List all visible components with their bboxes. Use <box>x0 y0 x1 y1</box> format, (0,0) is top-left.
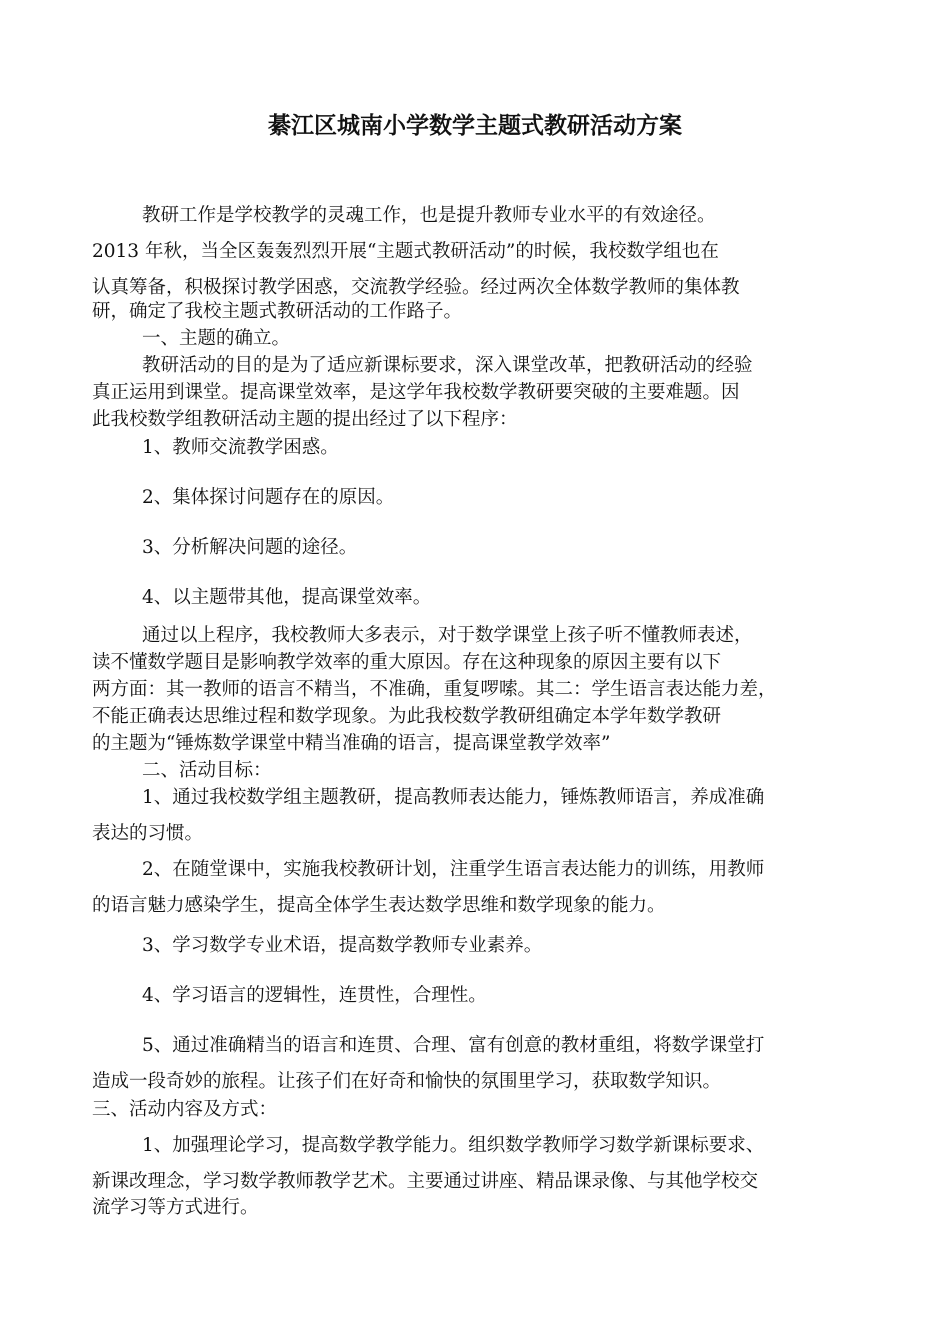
section-1-conclusion <box>92 622 872 784</box>
text-line: 的语言魅力感染学生，提高全体学生表达数学思维和数学现象的能力。 <box>92 895 666 916</box>
goal-1 <box>92 780 872 852</box>
section-heading: 二、活动目标： <box>142 760 272 781</box>
intro-paragraph <box>92 198 872 306</box>
section-3-item-1-end <box>92 1194 872 1221</box>
step-4 <box>92 584 872 611</box>
text-line: 1、通过我校数学组主题教研，提高教师表达能力，锤炼教师语言，养成准确 <box>142 787 765 808</box>
section-1 <box>92 325 872 433</box>
section-3-item-1 <box>92 1128 872 1200</box>
text-line: 造成一段奇妙的旅程。让孩子们在好奇和愉快的氛围里学习，获取数学知识。 <box>92 1071 722 1092</box>
goal-3 <box>92 932 872 959</box>
text-line: 新课改理念，学习数学教师教学艺术。主要通过讲座、精品课录像、与其他学校交 <box>92 1171 759 1192</box>
text-line: 通过以上程序，我校教师大多表示，对于数学课堂上孩子听不懂教师表述， <box>142 625 753 646</box>
goal-2 <box>92 852 872 924</box>
text-line: 读不懂数学题目是影响教学效率的重大原因。存在这种现象的原因主要有以下 <box>92 652 722 673</box>
intro-paragraph-end <box>92 298 872 325</box>
section-heading: 一、主题的确立。 <box>142 328 291 349</box>
step-2 <box>92 484 872 511</box>
text-line: 2、集体探讨问题存在的原因。 <box>142 487 395 508</box>
text-line: 研，确定了我校主题式教研活动的工作路子。 <box>92 301 463 322</box>
text-line: 2013 年秋，当全区轰轰烈烈开展“主题式教研活动”的时候，我校数学组也在 <box>92 241 719 262</box>
goal-4 <box>92 982 872 1009</box>
text-line: 表达的习惯。 <box>92 823 204 844</box>
text-line: 2、在随堂课中，实施我校教研计划，注重学生语言表达能力的训练，用教师 <box>142 859 765 880</box>
step-1 <box>92 434 872 461</box>
text-line: 5、通过准确精当的语言和连贯、合理、富有创意的教材重组，将数学课堂打 <box>142 1035 765 1056</box>
text-line: 认真筹备，积极探讨教学困惑，交流教学经验。经过两次全体数学教师的集体教 <box>92 277 740 298</box>
step-3 <box>92 534 872 561</box>
text-line: 教研活动的目的是为了适应新课标要求，深入课堂改革，把教研活动的经验 <box>142 355 753 376</box>
document-title: 綦江区城南小学数学主题式教研活动方案 <box>268 113 682 139</box>
text-line: 4、以主题带其他，提高课堂效率。 <box>142 587 432 608</box>
text-line: 此我校数学组教研活动主题的提出经过了以下程序： <box>92 409 518 430</box>
text-line: 1、加强理论学习，提高数学教学能力。组织数学教师学习数学新课标要求、 <box>142 1135 765 1156</box>
text-line: 3、分析解决问题的途径。 <box>142 537 358 558</box>
text-line: 3、学习数学专业术语，提高数学教师专业素养。 <box>142 935 543 956</box>
text-line: 真正运用到课堂。提高课堂效率，是这学年我校数学教研要突破的主要难题。因 <box>92 382 740 403</box>
section-3-heading <box>92 1096 872 1123</box>
text-line: 不能正确表达思维过程和数学现象。为此我校数学教研组确定本学年数学教研 <box>92 706 722 727</box>
text-line: 1、教师交流教学困惑。 <box>142 437 339 458</box>
text-line: 的主题为“锤炼数学课堂中精当准确的语言，提高课堂教学效率” <box>92 733 611 754</box>
text-line: 流学习等方式进行。 <box>92 1197 259 1218</box>
text-line: 教研工作是学校教学的灵魂工作，也是提升教师专业水平的有效途径。 <box>142 205 716 226</box>
goal-5 <box>92 1028 872 1100</box>
text-line: 4、学习语言的逻辑性，连贯性，合理性。 <box>142 985 487 1006</box>
section-heading: 三、活动内容及方式： <box>92 1099 278 1120</box>
text-line: 两方面：其一教师的语言不精当，不准确，重复啰嗦。其二：学生语言表达能力差， <box>92 679 777 700</box>
